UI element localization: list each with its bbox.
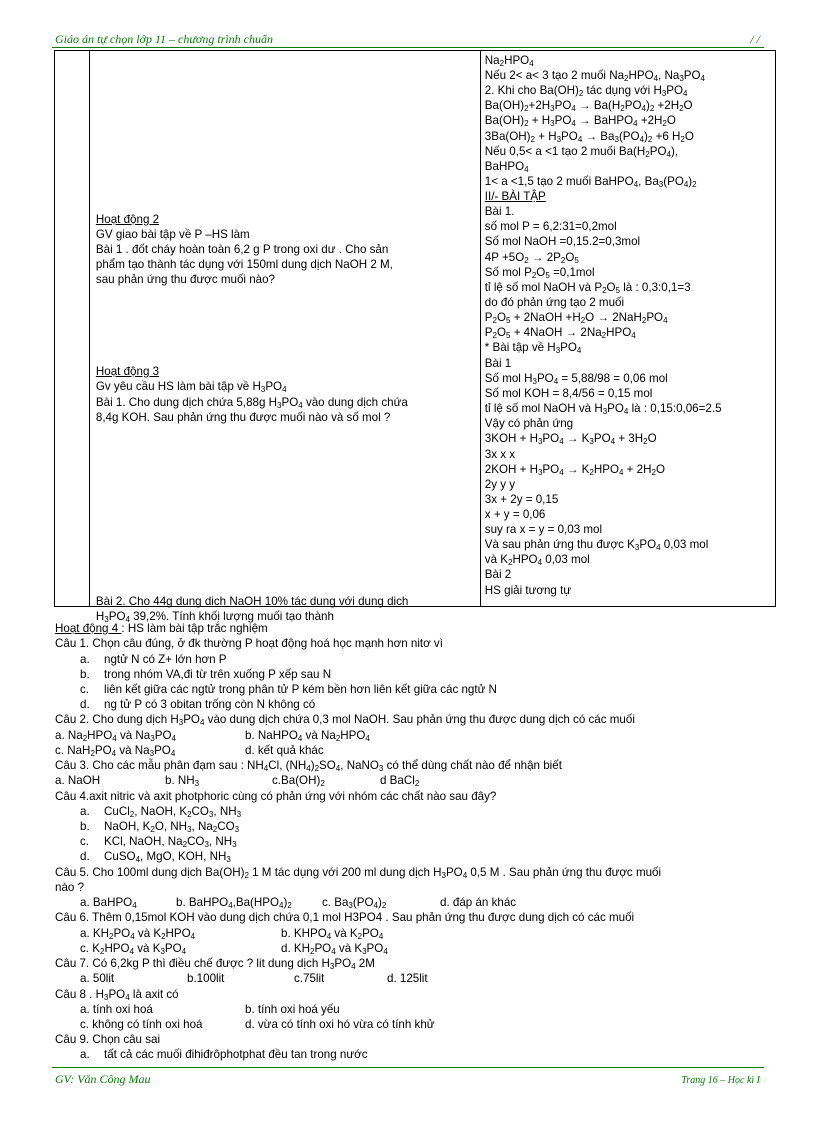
text-line: c.75lit bbox=[294, 972, 325, 985]
text-line: Hoạt động 3 bbox=[95, 365, 160, 378]
text-line: d. vừa có tính oxi hó vừa có tính khử bbox=[245, 1018, 435, 1031]
text-line: $4P +5O_2 \to 2P_2O_5$ bbox=[484, 251, 579, 265]
text-line: tỉ lệ số mol NaOH và $H_3PO_4$ là : 0,15:0,06=2.5 bbox=[484, 402, 722, 416]
text-line: Bài 1. Cho dung dịch chứa 5,88g $H_3PO_4$ vào dung dịch chứa bbox=[95, 396, 408, 410]
text-line: $c.Ba(OH)_2$ bbox=[272, 774, 325, 788]
text-line: b. $KHPO_4$ và $K_2PO_4$ bbox=[281, 927, 384, 941]
text-line: 3x + 2y = 0,15 bbox=[484, 493, 559, 506]
text-line: a. 50lit bbox=[80, 972, 115, 985]
text-line: Câu 5. Cho 100ml dung dịch $Ba(OH)_2$ 1 M tác dụng với 200 ml dung dịch $H_3PO_4$ 0,5 M . Sau phản ứng thu được muối bbox=[55, 866, 662, 880]
text-line: c. không có tính oxi hoá bbox=[80, 1018, 203, 1031]
text-line: Câu 9. Chọn câu sai bbox=[55, 1033, 161, 1046]
text-line: a. NaOH bbox=[55, 774, 101, 787]
text-line: c. $NaH_2PO_4$ và $Na_3PO_4$ bbox=[55, 744, 176, 758]
text-line: nào ? bbox=[55, 881, 85, 894]
text-line: c. $K_2HPO_4$ và $K_3PO_4$ bbox=[80, 942, 187, 956]
text-line: $Ba(OH)_2 + H_3PO_4$ → BaHPO$_4$ $+2H_2O$ bbox=[484, 114, 676, 128]
text-line: CuSO$_4$, MgO, KOH, $NH_3$ bbox=[104, 850, 231, 864]
text-line: GV giao bài tập về P –HS làm bbox=[95, 228, 250, 241]
text-line: $Ba(OH)_2+2H_3PO_4 \to Ba(H_2PO_4)_2 +2H_2O$ bbox=[484, 99, 693, 113]
text-line: II/- BÀI TẬP bbox=[484, 190, 546, 203]
text-line: d BaCl$_2$ bbox=[380, 774, 420, 788]
text-line: a. BaHPO$_4$ bbox=[80, 896, 137, 910]
text-line: tỉ lệ số mol NaOH và $P_2O_5$ là : 0,3:0,1=3 bbox=[484, 281, 691, 295]
text-line: d. 125lit bbox=[387, 972, 428, 985]
text-line: CuCl$_2$, NaOH, $K_2CO_3$, $NH_3$ bbox=[104, 805, 242, 819]
text-line: Bài 2 bbox=[484, 568, 512, 581]
text-line: $P_2O_5$ + 4NaOH → $2Na_2HPO_4$ bbox=[484, 326, 636, 340]
text-line: 3x x x bbox=[484, 448, 516, 461]
text-line: Nếu 0,5< a <1 tạo 2 muối $Ba(H_2PO_4)$, bbox=[484, 145, 679, 159]
text-line: do đó phản ứng tạo 2 muối bbox=[484, 296, 625, 309]
text-line: b. tính oxi hoá yếu bbox=[245, 1003, 340, 1016]
text-line: ng tử P có 3 obitan trống còn N không có bbox=[104, 698, 316, 711]
text-line: d. bbox=[80, 698, 90, 711]
text-line: $H_3PO_4$ 39,2%. Tính khối lượng muối tạo thành bbox=[95, 610, 334, 624]
text-line: c. bbox=[80, 835, 90, 848]
text-line: b. $NH_3$ bbox=[165, 774, 200, 788]
text-line: Câu 3. Cho các mẫu phân đạm sau : $NH_4Cl$, $(NH_4)_2SO_4$, NaNO$_3$ có thể dùng chất nào để nhận biết bbox=[55, 759, 562, 773]
text-line: NaOH, $K_2O$, $NH_3$, $Na_2CO_3$ bbox=[104, 820, 240, 834]
page-header bbox=[55, 32, 760, 48]
text-line: 8,4g KOH. Sau phản ứng thu được muối nào và số mol ? bbox=[95, 411, 391, 424]
text-line: sau phản ứng thu được muối nào? bbox=[95, 273, 276, 286]
text-line: Số mol KOH = 8,4/56 = 0,15 mol bbox=[484, 387, 653, 400]
text-line: 2. Khi cho $Ba(OH)_2$ tác dụng với $H_3PO_4$ bbox=[484, 84, 688, 98]
text-line: Và sau phản ứng thu được $K_3PO_4$ 0,03 mol bbox=[484, 538, 709, 552]
text-line: suy ra x = y = 0,03 mol bbox=[484, 523, 603, 536]
text-line: a. bbox=[80, 805, 90, 818]
text-line: Vậy có phản ứng bbox=[484, 417, 574, 430]
header-date: / / bbox=[750, 32, 760, 46]
header-rule bbox=[52, 47, 764, 48]
text-line: x + y = 0,06 bbox=[484, 508, 546, 521]
text-line: BaHPO$_4$ bbox=[484, 160, 529, 174]
text-line: HS giải tương tự bbox=[484, 584, 572, 597]
text-line: Bài 2. Cho 44g dung dịch NaOH 10% tác dụng với dung dịch bbox=[95, 595, 409, 608]
text-line: b. NaHPO$_4$ và $Na_2HPO_4$ bbox=[245, 729, 370, 743]
text-line: phẩm tạo thành tác dụng với 150ml dung dịch NaOH 2 M, bbox=[95, 258, 393, 271]
text-line: Câu 2. Cho dung dịch $H_3PO_4$ vào dung dịch chứa 0,3 mol NaOH. Sau phản ứng thu được dung dịch có các muối bbox=[55, 713, 635, 727]
text-line: Hoạt động 4 : HS làm bài tập trắc nghiệm bbox=[55, 622, 268, 635]
footer-page: Trang 16 – Học kì I bbox=[681, 1075, 760, 1086]
text-line: số mol P = 6,2:31=0,2mol bbox=[484, 220, 617, 233]
text-line: a. tính oxi hoá bbox=[80, 1003, 153, 1016]
text-line: a. $Na_2HPO_4$ và $Na_3PO_4$ bbox=[55, 729, 176, 743]
text-line: b. bbox=[80, 668, 90, 681]
text-line: d. kết quả khác bbox=[245, 744, 324, 757]
text-line: Bài 1 bbox=[484, 357, 512, 370]
text-line: liên kết giữa các ngtử trong phân tử P kém bền hơn liên kết giữa các ngtử N bbox=[104, 683, 497, 696]
text-line: c. $Ba_3(PO_4)_2$ bbox=[322, 896, 387, 910]
text-line: Câu 1. Chọn câu đúng, ở đk thường P hoạt động hoá học mạnh hơn nitơ vì bbox=[55, 637, 443, 650]
text-line: Số mol $P_2O_5 =0,1mol$ bbox=[484, 266, 595, 280]
text-line: c. bbox=[80, 683, 90, 696]
text-line: Câu 4.axit nitric và axit photphoric cùng có phản ứng với nhóm các chất nào sau đây? bbox=[55, 790, 497, 803]
text-line: $Na_2HPO_4$ bbox=[484, 54, 534, 68]
text-line: tất cả các muối đihiđrôphotphat đều tan trong nước bbox=[104, 1048, 368, 1061]
text-line: và $K_2HPO_4$ 0,03 mol bbox=[484, 553, 590, 567]
header-title: Giáo án tự chọn lớp 11 – chương trình chuẩn bbox=[55, 32, 273, 46]
text-line: Câu 7. Có 6,2kg P thì điều chế được ? lit dung dịch $H_3PO_4$ 2M bbox=[55, 957, 375, 971]
text-line: Bài 1 . đốt cháy hoàn toàn 6,2 g P trong oxi dư . Cho sản bbox=[95, 243, 389, 256]
text-line: $2KOH + H_3PO_4 \to K_2HPO_4 + 2H_2O$ bbox=[484, 463, 665, 477]
text-line: 1< a <1,5 tạo 2 muối BaHPO$_4$, $Ba_3(PO_4)_2$ bbox=[484, 175, 697, 189]
text-line: b. $BaHPO_4,Ba(HPO_4)_2$ bbox=[176, 896, 292, 910]
text-line: $3KOH + H_3PO_4 \to K_3PO_4 + 3H_2O$ bbox=[484, 432, 657, 446]
text-line: Câu 6. Thêm 0,15mol KOH vào dung dịch chứa 0,1 mol H3PO4 . Sau phản ứng thu được dung dịch có các muối bbox=[55, 911, 635, 924]
text-line: trong nhóm VA,đi từ trên xuống P xếp sau N bbox=[104, 668, 332, 681]
text-line: Số mol NaOH =0,15.2=0,3mol bbox=[484, 235, 641, 248]
text-line: b.100lit bbox=[187, 972, 225, 985]
table-col-activities bbox=[89, 51, 480, 624]
text-line: Nếu 2< a< 3 tạo 2 muối $Na_2HPO_4$, $Na_3PO_4$ bbox=[484, 69, 705, 83]
text-line: * Bài tập về $H_3PO_4$ bbox=[484, 341, 582, 355]
text-line: Gv yêu cầu HS làm bài tập về $H_3PO_4$ bbox=[95, 380, 287, 394]
text-line: $3Ba(OH)_2 + H_3PO_4 \to Ba_3(PO_4)_2 +6$ $H_2O$ bbox=[484, 130, 694, 144]
text-line: d. đáp án khác bbox=[440, 896, 517, 909]
text-line: d. $KH_2PO_4$ và $K_3PO_4$ bbox=[281, 942, 388, 956]
text-line: b. bbox=[80, 820, 90, 833]
text-line: Bài 1. bbox=[484, 205, 515, 218]
text-line: a. $KH_2PO_4$ và $K_2HPO_4$ bbox=[80, 927, 196, 941]
text-line: 2y y y bbox=[484, 478, 516, 491]
footer-rule bbox=[52, 1067, 764, 1068]
text-line: KCl, NaOH, $Na_2CO_3$, $NH_3$ bbox=[104, 835, 237, 849]
table-col-content bbox=[480, 51, 775, 607]
text-line: ngtử N có Z+ lớn hơn P bbox=[104, 653, 227, 666]
text-line: Câu 8 . $H_3PO_4$ là axit có bbox=[55, 988, 179, 1002]
text-line: a. bbox=[80, 1048, 90, 1061]
page-footer bbox=[55, 1072, 760, 1090]
table-col-empty bbox=[55, 51, 90, 607]
lesson-table bbox=[54, 50, 776, 624]
text-line: a. bbox=[80, 653, 90, 666]
text-line: Số mol $H_3PO_4 = 5,88/98 = 0,06$ mol bbox=[484, 372, 668, 386]
footer-author: GV: Văn Công Mau bbox=[55, 1072, 151, 1086]
text-line: $P_2O_5$ + 2NaOH $+H_2O \to 2NaH_2PO_4$ bbox=[484, 311, 668, 325]
text-line: d. bbox=[80, 850, 90, 863]
text-line: Hoạt động 2 bbox=[95, 213, 160, 226]
